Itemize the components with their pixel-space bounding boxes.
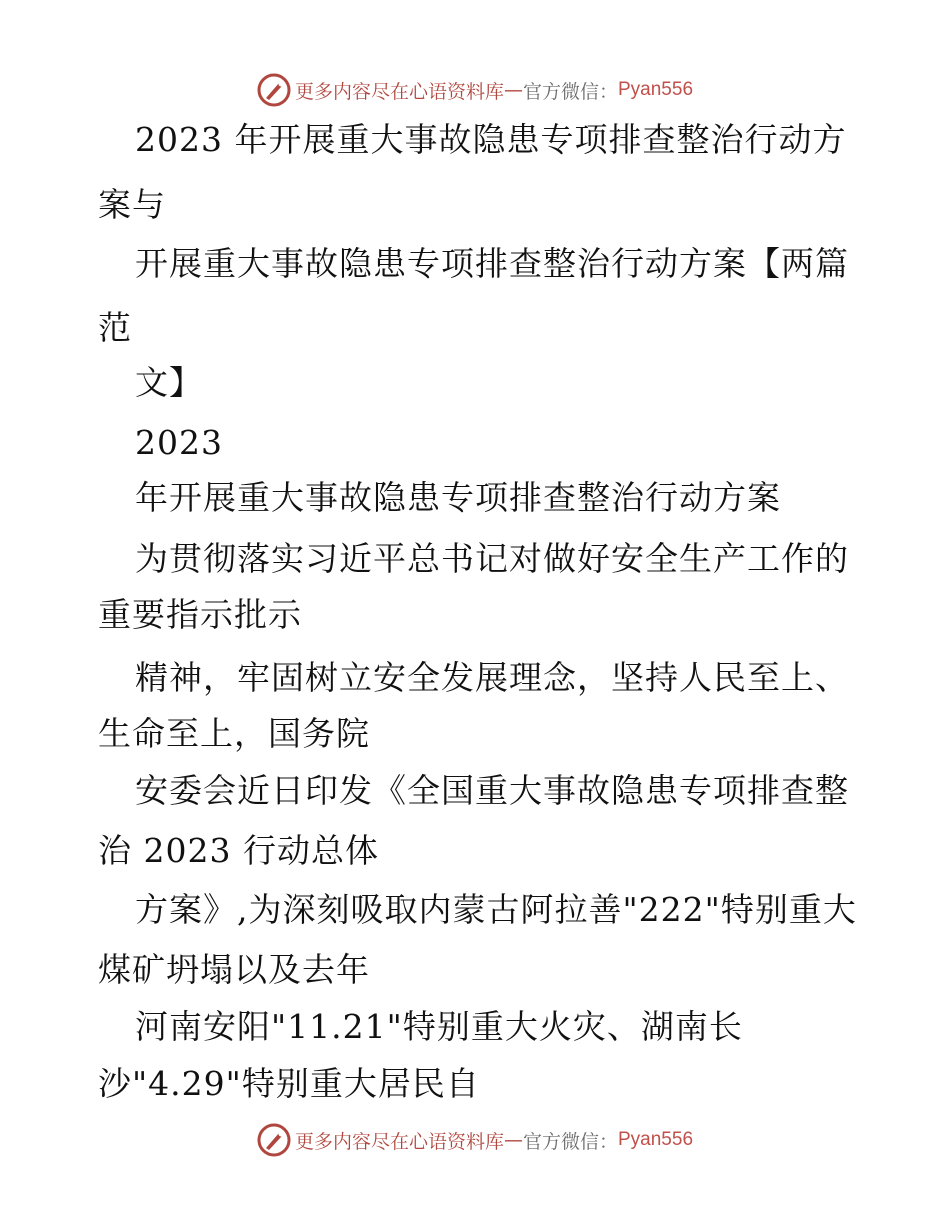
pen-logo-icon bbox=[257, 1123, 291, 1157]
text-line: 生命至上，国务院 bbox=[98, 714, 370, 753]
text-line: 文】 bbox=[135, 363, 203, 402]
header-banner bbox=[0, 70, 950, 110]
text-line: 精神，牢固树立安全发展理念，坚持人民至上、 bbox=[135, 658, 849, 697]
text-line: 年开展重大事故隐患专项排查整治行动方案 bbox=[135, 478, 781, 517]
text-line: 案与 bbox=[98, 185, 166, 224]
banner-dash: — bbox=[503, 1129, 523, 1151]
text-line: 煤矿坍塌以及去年 bbox=[98, 950, 370, 989]
banner-wechat-id: Pyan556 bbox=[618, 79, 694, 100]
text-line: 重要指示批示 bbox=[98, 595, 302, 634]
text-line: 2023 bbox=[135, 423, 223, 462]
text-line: 治 2023 行动总体 bbox=[98, 831, 379, 870]
banner-brand-text: 更多内容尽在心语资料库 bbox=[294, 1130, 504, 1153]
text-line: 沙"4.29"特别重大居民自 bbox=[98, 1064, 480, 1103]
text-line: 范 bbox=[98, 308, 132, 347]
text-line: 为贯彻落实习近平总书记对做好安全生产工作的 bbox=[135, 539, 849, 578]
pen-logo-icon bbox=[257, 73, 291, 107]
text-line: 2023 年开展重大事故隐患专项排查整治行动方 bbox=[135, 120, 847, 159]
text-line: 开展重大事故隐患专项排查整治行动方案【两篇 bbox=[135, 244, 849, 283]
banner-dash: — bbox=[503, 79, 523, 101]
banner-wechat-id: Pyan556 bbox=[618, 1129, 694, 1150]
banner-official-label: 官方微信： bbox=[522, 1130, 618, 1153]
footer-banner bbox=[0, 1120, 950, 1160]
banner-brand-text: 更多内容尽在心语资料库 bbox=[294, 80, 504, 103]
text-line: 安委会近日印发《全国重大事故隐患专项排查整 bbox=[135, 771, 849, 810]
text-line: 河南安阳"11.21"特别重大火灾、湖南长 bbox=[135, 1007, 743, 1046]
banner-official-label: 官方微信： bbox=[522, 80, 618, 103]
text-line: 方案》,为深刻吸取内蒙古阿拉善"222"特别重大 bbox=[135, 890, 857, 929]
